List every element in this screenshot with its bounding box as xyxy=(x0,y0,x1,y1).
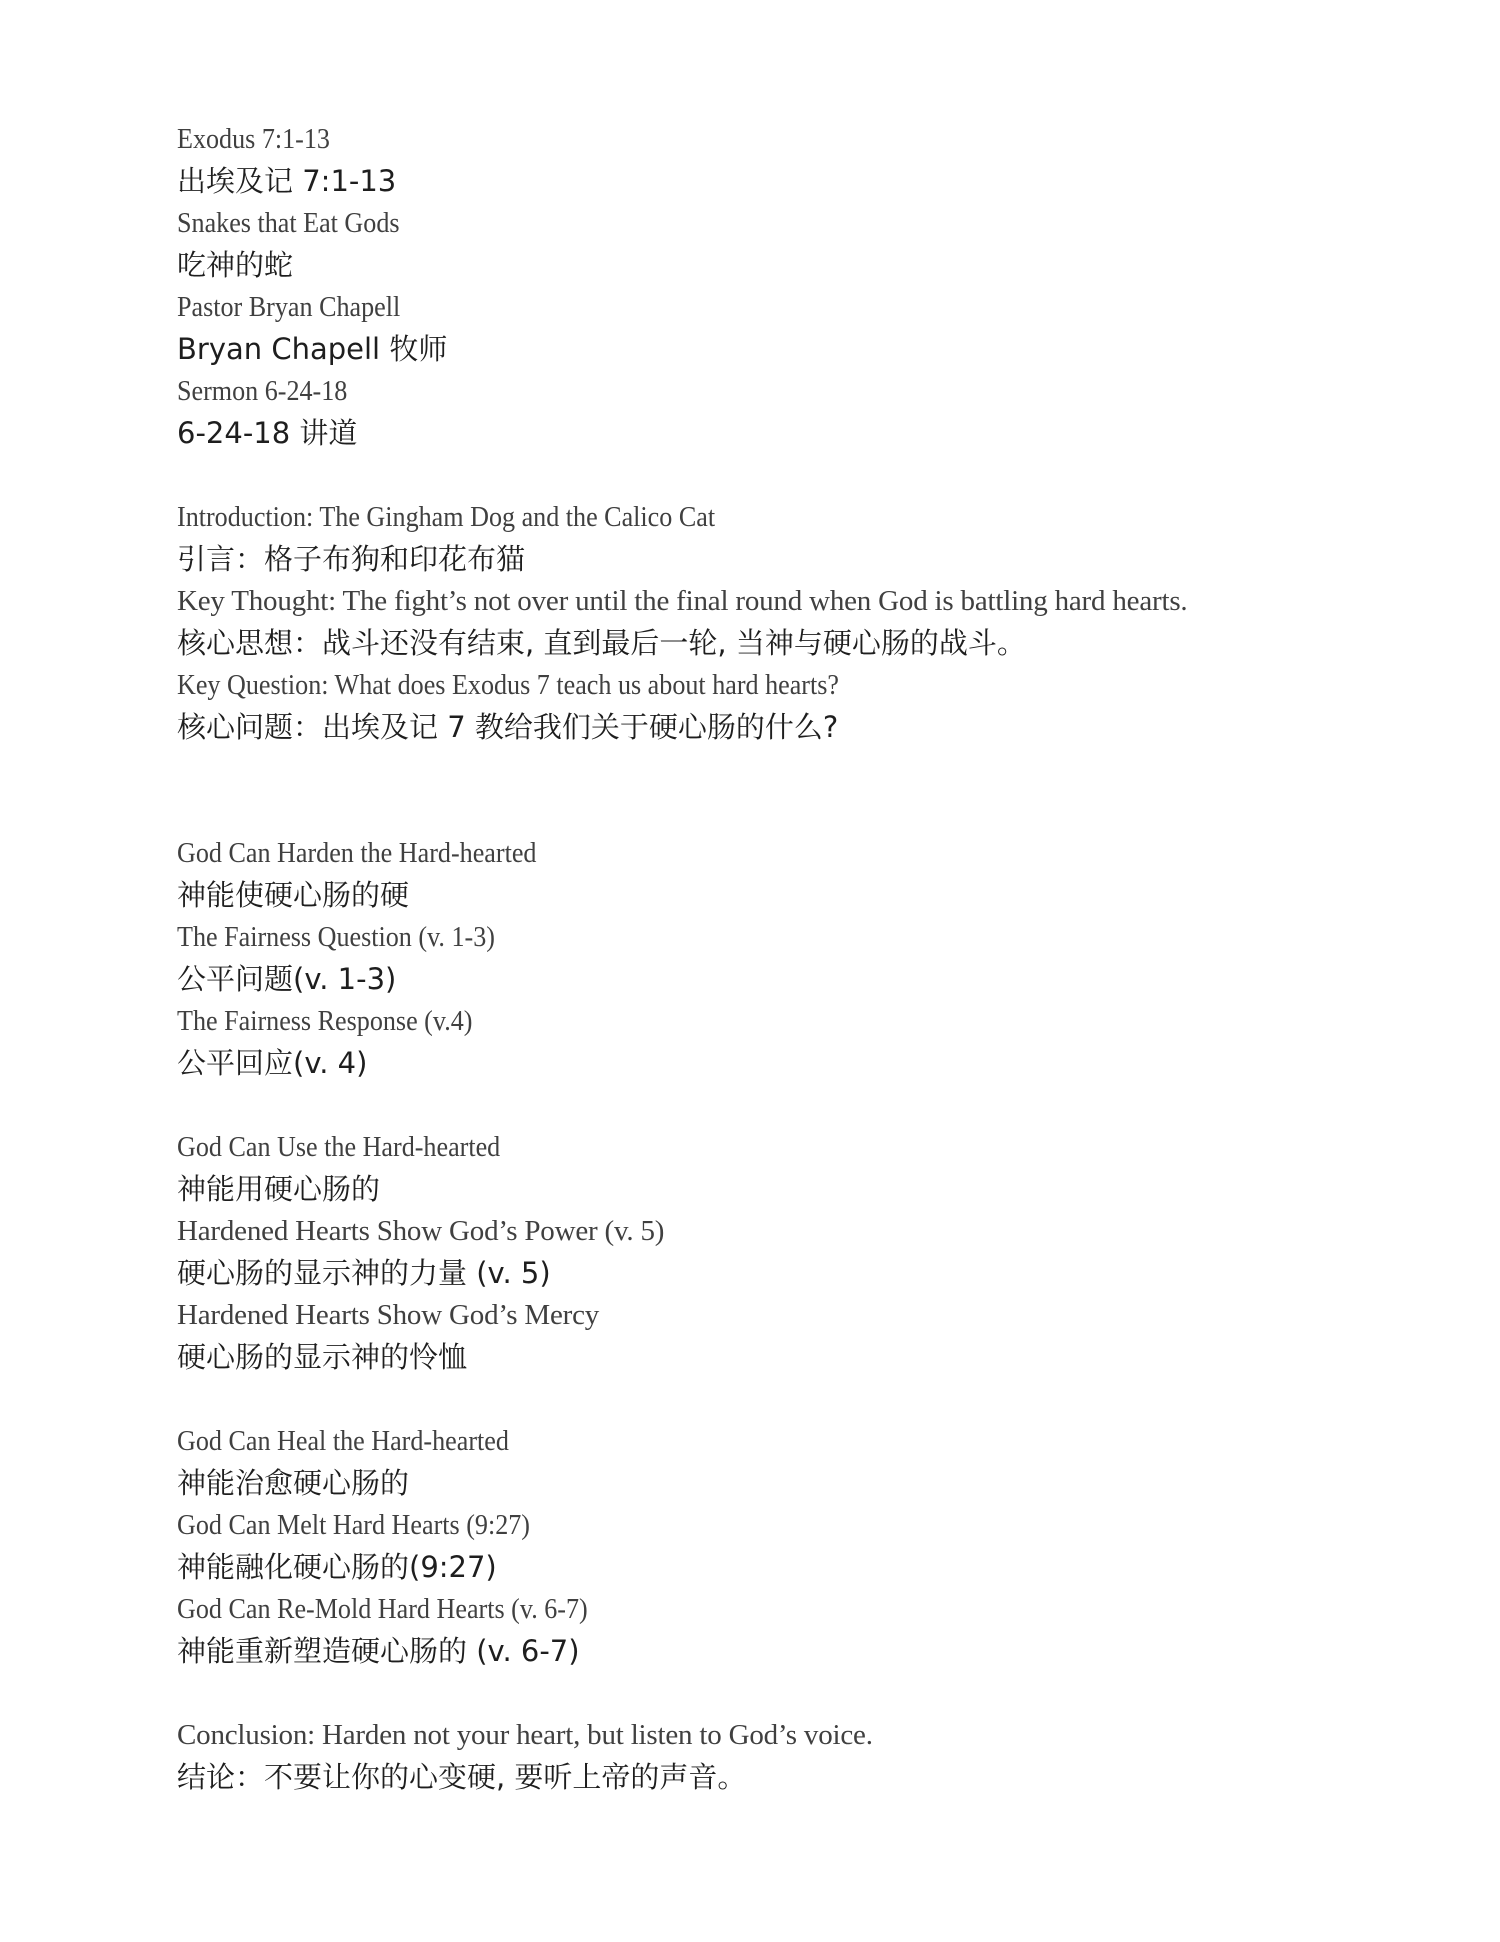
key-thought-zh: 核心思想：战斗还没有结束, 直到最后一轮, 当神与硬心肠的战斗。 xyxy=(177,626,1026,660)
key-thought-en: Key Thought: The fight’s not over until the final round when God is battling hard hearts. xyxy=(177,585,1188,617)
section-heal xyxy=(177,1420,1437,1672)
sermon-outline xyxy=(177,118,1437,1798)
spacer xyxy=(177,1672,1437,1714)
pastor-en: Pastor Bryan Chapell xyxy=(177,291,401,323)
section-harden xyxy=(177,832,1437,1084)
point-en: The Fairness Question (v. 1-3) xyxy=(177,921,495,953)
sermon-date-en: Sermon 6-24-18 xyxy=(177,375,348,407)
pastor-zh: Bryan Chapell 牧师 xyxy=(177,332,448,366)
point-zh: 公平回应(v. 4) xyxy=(177,1046,368,1080)
passage-en: Exodus 7:1-13 xyxy=(177,123,330,155)
intro-block xyxy=(177,496,1437,748)
spacer xyxy=(177,748,1437,832)
section-heading-zh: 神能治愈硬心肠的 xyxy=(177,1466,410,1500)
conclusion-zh: 结论：不要让你的心变硬, 要听上帝的声音。 xyxy=(177,1760,747,1794)
title-zh: 吃神的蛇 xyxy=(177,248,294,282)
spacer xyxy=(177,1378,1437,1420)
point-zh: 公平问题(v. 1-3) xyxy=(177,962,397,996)
header-block xyxy=(177,118,1437,454)
sermon-date-zh: 6-24-18 讲道 xyxy=(177,416,358,450)
point-en: Hardened Hearts Show God’s Power (v. 5) xyxy=(177,1215,665,1247)
point-zh: 神能重新塑造硬心肠的 (v. 6-7) xyxy=(177,1634,580,1668)
spacer xyxy=(177,454,1437,496)
passage-zh: 出埃及记 7:1-13 xyxy=(177,164,397,198)
point-zh: 硬心肠的显示神的力量 (v. 5) xyxy=(177,1256,551,1290)
point-en: God Can Re-Mold Hard Hearts (v. 6-7) xyxy=(177,1593,588,1625)
spacer xyxy=(177,1084,1437,1126)
point-en: The Fairness Response (v.4) xyxy=(177,1005,473,1037)
point-en: God Can Melt Hard Hearts (9:27) xyxy=(177,1509,530,1541)
key-question-zh: 核心问题：出埃及记 7 教给我们关于硬心肠的什么? xyxy=(177,710,839,744)
title-en: Snakes that Eat Gods xyxy=(177,207,400,239)
conclusion-en: Conclusion: Harden not your heart, but listen to God’s voice. xyxy=(177,1719,873,1751)
introduction-zh: 引言：格子布狗和印花布猫 xyxy=(177,542,526,576)
point-zh: 神能融化硬心肠的(9:27) xyxy=(177,1550,497,1584)
conclusion-block xyxy=(177,1714,1437,1798)
section-use xyxy=(177,1126,1437,1378)
section-heading-en: God Can Heal the Hard-hearted xyxy=(177,1425,509,1457)
point-zh: 硬心肠的显示神的怜恤 xyxy=(177,1340,468,1374)
section-heading-en: God Can Use the Hard-hearted xyxy=(177,1131,501,1163)
section-heading-zh: 神能用硬心肠的 xyxy=(177,1172,381,1206)
section-heading-en: God Can Harden the Hard-hearted xyxy=(177,837,537,869)
section-heading-zh: 神能使硬心肠的硬 xyxy=(177,878,410,912)
point-en: Hardened Hearts Show God’s Mercy xyxy=(177,1299,600,1331)
key-question-en: Key Question: What does Exodus 7 teach us about hard hearts? xyxy=(177,669,840,701)
introduction-en: Introduction: The Gingham Dog and the Calico Cat xyxy=(177,501,716,533)
